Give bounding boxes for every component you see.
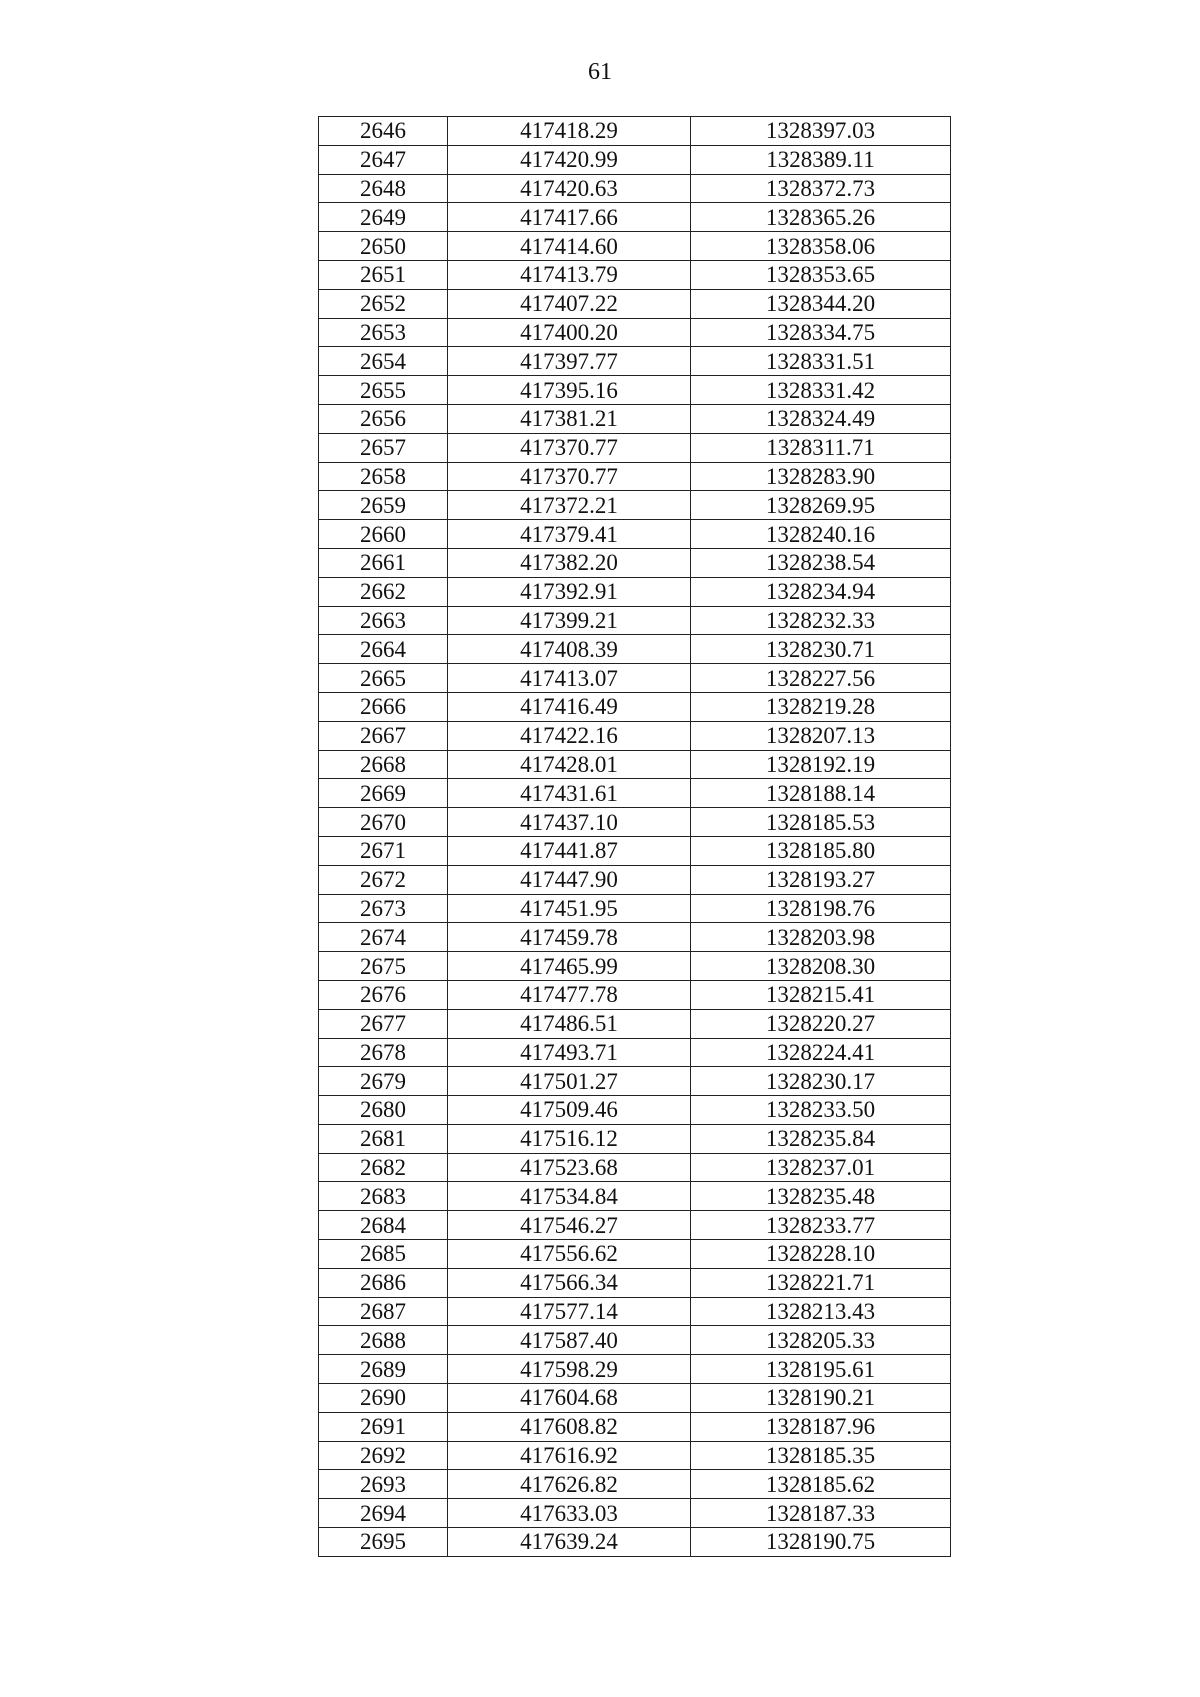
y-coordinate-cell: 1328198.76: [691, 894, 951, 923]
table-row: [319, 577, 951, 606]
table-row: [319, 664, 951, 693]
x-coordinate-cell: 417392.91: [448, 577, 691, 606]
y-coordinate-cell: 1328190.21: [691, 1384, 951, 1413]
y-coordinate-cell: 1328190.75: [691, 1528, 951, 1557]
point-number-cell: 2665: [319, 664, 448, 693]
y-coordinate-cell: 1328185.35: [691, 1441, 951, 1470]
table-row: [319, 1240, 951, 1269]
table-row: [319, 779, 951, 808]
table-row: [319, 289, 951, 318]
table-row: [319, 1124, 951, 1153]
x-coordinate-cell: 417395.16: [448, 376, 691, 405]
x-coordinate-cell: 417422.16: [448, 721, 691, 750]
x-coordinate-cell: 417447.90: [448, 865, 691, 894]
table-row: [319, 232, 951, 261]
table-row: [319, 1441, 951, 1470]
table-row: [319, 145, 951, 174]
x-coordinate-cell: 417413.79: [448, 260, 691, 289]
point-number-cell: 2668: [319, 750, 448, 779]
x-coordinate-cell: 417382.20: [448, 548, 691, 577]
x-coordinate-cell: 417431.61: [448, 779, 691, 808]
x-coordinate-cell: 417370.77: [448, 462, 691, 491]
table-row: [319, 1384, 951, 1413]
x-coordinate-cell: 417616.92: [448, 1441, 691, 1470]
y-coordinate-cell: 1328334.75: [691, 318, 951, 347]
table-row: [319, 865, 951, 894]
y-coordinate-cell: 1328269.95: [691, 491, 951, 520]
y-coordinate-cell: 1328185.53: [691, 808, 951, 837]
x-coordinate-cell: 417437.10: [448, 808, 691, 837]
table-row: [319, 1297, 951, 1326]
y-coordinate-cell: 1328232.33: [691, 606, 951, 635]
x-coordinate-cell: 417477.78: [448, 980, 691, 1009]
point-number-cell: 2657: [319, 433, 448, 462]
x-coordinate-cell: 417397.77: [448, 347, 691, 376]
x-coordinate-cell: 417399.21: [448, 606, 691, 635]
table-row: [319, 260, 951, 289]
point-number-cell: 2679: [319, 1067, 448, 1096]
point-number-cell: 2661: [319, 548, 448, 577]
point-number-cell: 2689: [319, 1355, 448, 1384]
point-number-cell: 2676: [319, 980, 448, 1009]
table-row: [319, 462, 951, 491]
x-coordinate-cell: 417465.99: [448, 952, 691, 981]
table-row: [319, 721, 951, 750]
y-coordinate-cell: 1328344.20: [691, 289, 951, 318]
x-coordinate-cell: 417428.01: [448, 750, 691, 779]
y-coordinate-cell: 1328227.56: [691, 664, 951, 693]
point-number-cell: 2669: [319, 779, 448, 808]
point-number-cell: 2683: [319, 1182, 448, 1211]
x-coordinate-cell: 417626.82: [448, 1470, 691, 1499]
table-row: [319, 117, 951, 146]
table-row: [319, 1096, 951, 1125]
y-coordinate-cell: 1328331.51: [691, 347, 951, 376]
point-number-cell: 2659: [319, 491, 448, 520]
table-row: [319, 1038, 951, 1067]
x-coordinate-cell: 417566.34: [448, 1268, 691, 1297]
x-coordinate-cell: 417370.77: [448, 433, 691, 462]
point-number-cell: 2678: [319, 1038, 448, 1067]
point-number-cell: 2671: [319, 836, 448, 865]
y-coordinate-cell: 1328220.27: [691, 1009, 951, 1038]
x-coordinate-cell: 417416.49: [448, 692, 691, 721]
table-row: [319, 347, 951, 376]
x-coordinate-cell: 417420.99: [448, 145, 691, 174]
x-coordinate-cell: 417534.84: [448, 1182, 691, 1211]
x-coordinate-cell: 417372.21: [448, 491, 691, 520]
y-coordinate-cell: 1328324.49: [691, 404, 951, 433]
point-number-cell: 2648: [319, 174, 448, 203]
x-coordinate-cell: 417598.29: [448, 1355, 691, 1384]
x-coordinate-cell: 417407.22: [448, 289, 691, 318]
table-row: [319, 1326, 951, 1355]
point-number-cell: 2660: [319, 520, 448, 549]
y-coordinate-cell: 1328283.90: [691, 462, 951, 491]
x-coordinate-cell: 417379.41: [448, 520, 691, 549]
point-number-cell: 2652: [319, 289, 448, 318]
y-coordinate-cell: 1328365.26: [691, 203, 951, 232]
x-coordinate-cell: 417459.78: [448, 923, 691, 952]
x-coordinate-cell: 417418.29: [448, 117, 691, 146]
y-coordinate-cell: 1328205.33: [691, 1326, 951, 1355]
table-row: [319, 1412, 951, 1441]
x-coordinate-cell: 417493.71: [448, 1038, 691, 1067]
table-row: [319, 1268, 951, 1297]
y-coordinate-cell: 1328397.03: [691, 117, 951, 146]
y-coordinate-cell: 1328203.98: [691, 923, 951, 952]
table-row: [319, 1067, 951, 1096]
table-row: [319, 1211, 951, 1240]
table-row: [319, 1182, 951, 1211]
x-coordinate-cell: 417441.87: [448, 836, 691, 865]
x-coordinate-cell: 417417.66: [448, 203, 691, 232]
table-row: [319, 203, 951, 232]
point-number-cell: 2664: [319, 635, 448, 664]
point-number-cell: 2647: [319, 145, 448, 174]
table-row: [319, 520, 951, 549]
y-coordinate-cell: 1328221.71: [691, 1268, 951, 1297]
x-coordinate-cell: 417633.03: [448, 1499, 691, 1528]
coordinates-table-body: [319, 117, 951, 1557]
y-coordinate-cell: 1328353.65: [691, 260, 951, 289]
table-row: [319, 952, 951, 981]
point-number-cell: 2672: [319, 865, 448, 894]
x-coordinate-cell: 417546.27: [448, 1211, 691, 1240]
y-coordinate-cell: 1328193.27: [691, 865, 951, 894]
y-coordinate-cell: 1328208.30: [691, 952, 951, 981]
point-number-cell: 2688: [319, 1326, 448, 1355]
x-coordinate-cell: 417509.46: [448, 1096, 691, 1125]
point-number-cell: 2677: [319, 1009, 448, 1038]
table-row: [319, 1355, 951, 1384]
y-coordinate-cell: 1328234.94: [691, 577, 951, 606]
coordinates-table: [318, 116, 951, 1557]
y-coordinate-cell: 1328240.16: [691, 520, 951, 549]
table-row: [319, 1499, 951, 1528]
x-coordinate-cell: 417556.62: [448, 1240, 691, 1269]
y-coordinate-cell: 1328235.48: [691, 1182, 951, 1211]
y-coordinate-cell: 1328358.06: [691, 232, 951, 261]
point-number-cell: 2667: [319, 721, 448, 750]
x-coordinate-cell: 417604.68: [448, 1384, 691, 1413]
table-row: [319, 894, 951, 923]
table-row: [319, 318, 951, 347]
table-row: [319, 980, 951, 1009]
point-number-cell: 2655: [319, 376, 448, 405]
table-row: [319, 692, 951, 721]
table-row: [319, 491, 951, 520]
y-coordinate-cell: 1328235.84: [691, 1124, 951, 1153]
y-coordinate-cell: 1328331.42: [691, 376, 951, 405]
point-number-cell: 2693: [319, 1470, 448, 1499]
point-number-cell: 2651: [319, 260, 448, 289]
y-coordinate-cell: 1328389.11: [691, 145, 951, 174]
table-row: [319, 376, 951, 405]
table-row: [319, 606, 951, 635]
table-row: [319, 923, 951, 952]
point-number-cell: 2673: [319, 894, 448, 923]
x-coordinate-cell: 417400.20: [448, 318, 691, 347]
point-number-cell: 2685: [319, 1240, 448, 1269]
y-coordinate-cell: 1328230.17: [691, 1067, 951, 1096]
y-coordinate-cell: 1328187.96: [691, 1412, 951, 1441]
y-coordinate-cell: 1328230.71: [691, 635, 951, 664]
y-coordinate-cell: 1328372.73: [691, 174, 951, 203]
point-number-cell: 2692: [319, 1441, 448, 1470]
point-number-cell: 2694: [319, 1499, 448, 1528]
point-number-cell: 2666: [319, 692, 448, 721]
point-number-cell: 2674: [319, 923, 448, 952]
point-number-cell: 2675: [319, 952, 448, 981]
x-coordinate-cell: 417608.82: [448, 1412, 691, 1441]
point-number-cell: 2695: [319, 1528, 448, 1557]
x-coordinate-cell: 417381.21: [448, 404, 691, 433]
point-number-cell: 2682: [319, 1153, 448, 1182]
point-number-cell: 2681: [319, 1124, 448, 1153]
point-number-cell: 2690: [319, 1384, 448, 1413]
y-coordinate-cell: 1328188.14: [691, 779, 951, 808]
point-number-cell: 2686: [319, 1268, 448, 1297]
y-coordinate-cell: 1328219.28: [691, 692, 951, 721]
x-coordinate-cell: 417408.39: [448, 635, 691, 664]
y-coordinate-cell: 1328233.77: [691, 1211, 951, 1240]
y-coordinate-cell: 1328185.62: [691, 1470, 951, 1499]
table-row: [319, 1009, 951, 1038]
point-number-cell: 2656: [319, 404, 448, 433]
x-coordinate-cell: 417486.51: [448, 1009, 691, 1038]
point-number-cell: 2691: [319, 1412, 448, 1441]
point-number-cell: 2649: [319, 203, 448, 232]
y-coordinate-cell: 1328311.71: [691, 433, 951, 462]
table-row: [319, 808, 951, 837]
point-number-cell: 2658: [319, 462, 448, 491]
y-coordinate-cell: 1328233.50: [691, 1096, 951, 1125]
point-number-cell: 2670: [319, 808, 448, 837]
y-coordinate-cell: 1328224.41: [691, 1038, 951, 1067]
y-coordinate-cell: 1328207.13: [691, 721, 951, 750]
point-number-cell: 2663: [319, 606, 448, 635]
table-row: [319, 548, 951, 577]
point-number-cell: 2687: [319, 1297, 448, 1326]
x-coordinate-cell: 417420.63: [448, 174, 691, 203]
table-row: [319, 1153, 951, 1182]
x-coordinate-cell: 417523.68: [448, 1153, 691, 1182]
x-coordinate-cell: 417516.12: [448, 1124, 691, 1153]
table-row: [319, 1528, 951, 1557]
y-coordinate-cell: 1328215.41: [691, 980, 951, 1009]
table-row: [319, 1470, 951, 1499]
y-coordinate-cell: 1328228.10: [691, 1240, 951, 1269]
table-row: [319, 750, 951, 779]
point-number-cell: 2650: [319, 232, 448, 261]
point-number-cell: 2684: [319, 1211, 448, 1240]
page-number: 61: [588, 59, 612, 85]
point-number-cell: 2654: [319, 347, 448, 376]
y-coordinate-cell: 1328185.80: [691, 836, 951, 865]
x-coordinate-cell: 417587.40: [448, 1326, 691, 1355]
point-number-cell: 2653: [319, 318, 448, 347]
table-row: [319, 635, 951, 664]
x-coordinate-cell: 417451.95: [448, 894, 691, 923]
y-coordinate-cell: 1328237.01: [691, 1153, 951, 1182]
table-row: [319, 433, 951, 462]
y-coordinate-cell: 1328195.61: [691, 1355, 951, 1384]
y-coordinate-cell: 1328192.19: [691, 750, 951, 779]
point-number-cell: 2662: [319, 577, 448, 606]
y-coordinate-cell: 1328187.33: [691, 1499, 951, 1528]
point-number-cell: 2646: [319, 117, 448, 146]
x-coordinate-cell: 417639.24: [448, 1528, 691, 1557]
x-coordinate-cell: 417414.60: [448, 232, 691, 261]
table-row: [319, 404, 951, 433]
table-row: [319, 836, 951, 865]
x-coordinate-cell: 417413.07: [448, 664, 691, 693]
x-coordinate-cell: 417577.14: [448, 1297, 691, 1326]
y-coordinate-cell: 1328238.54: [691, 548, 951, 577]
point-number-cell: 2680: [319, 1096, 448, 1125]
y-coordinate-cell: 1328213.43: [691, 1297, 951, 1326]
table-row: [319, 174, 951, 203]
x-coordinate-cell: 417501.27: [448, 1067, 691, 1096]
